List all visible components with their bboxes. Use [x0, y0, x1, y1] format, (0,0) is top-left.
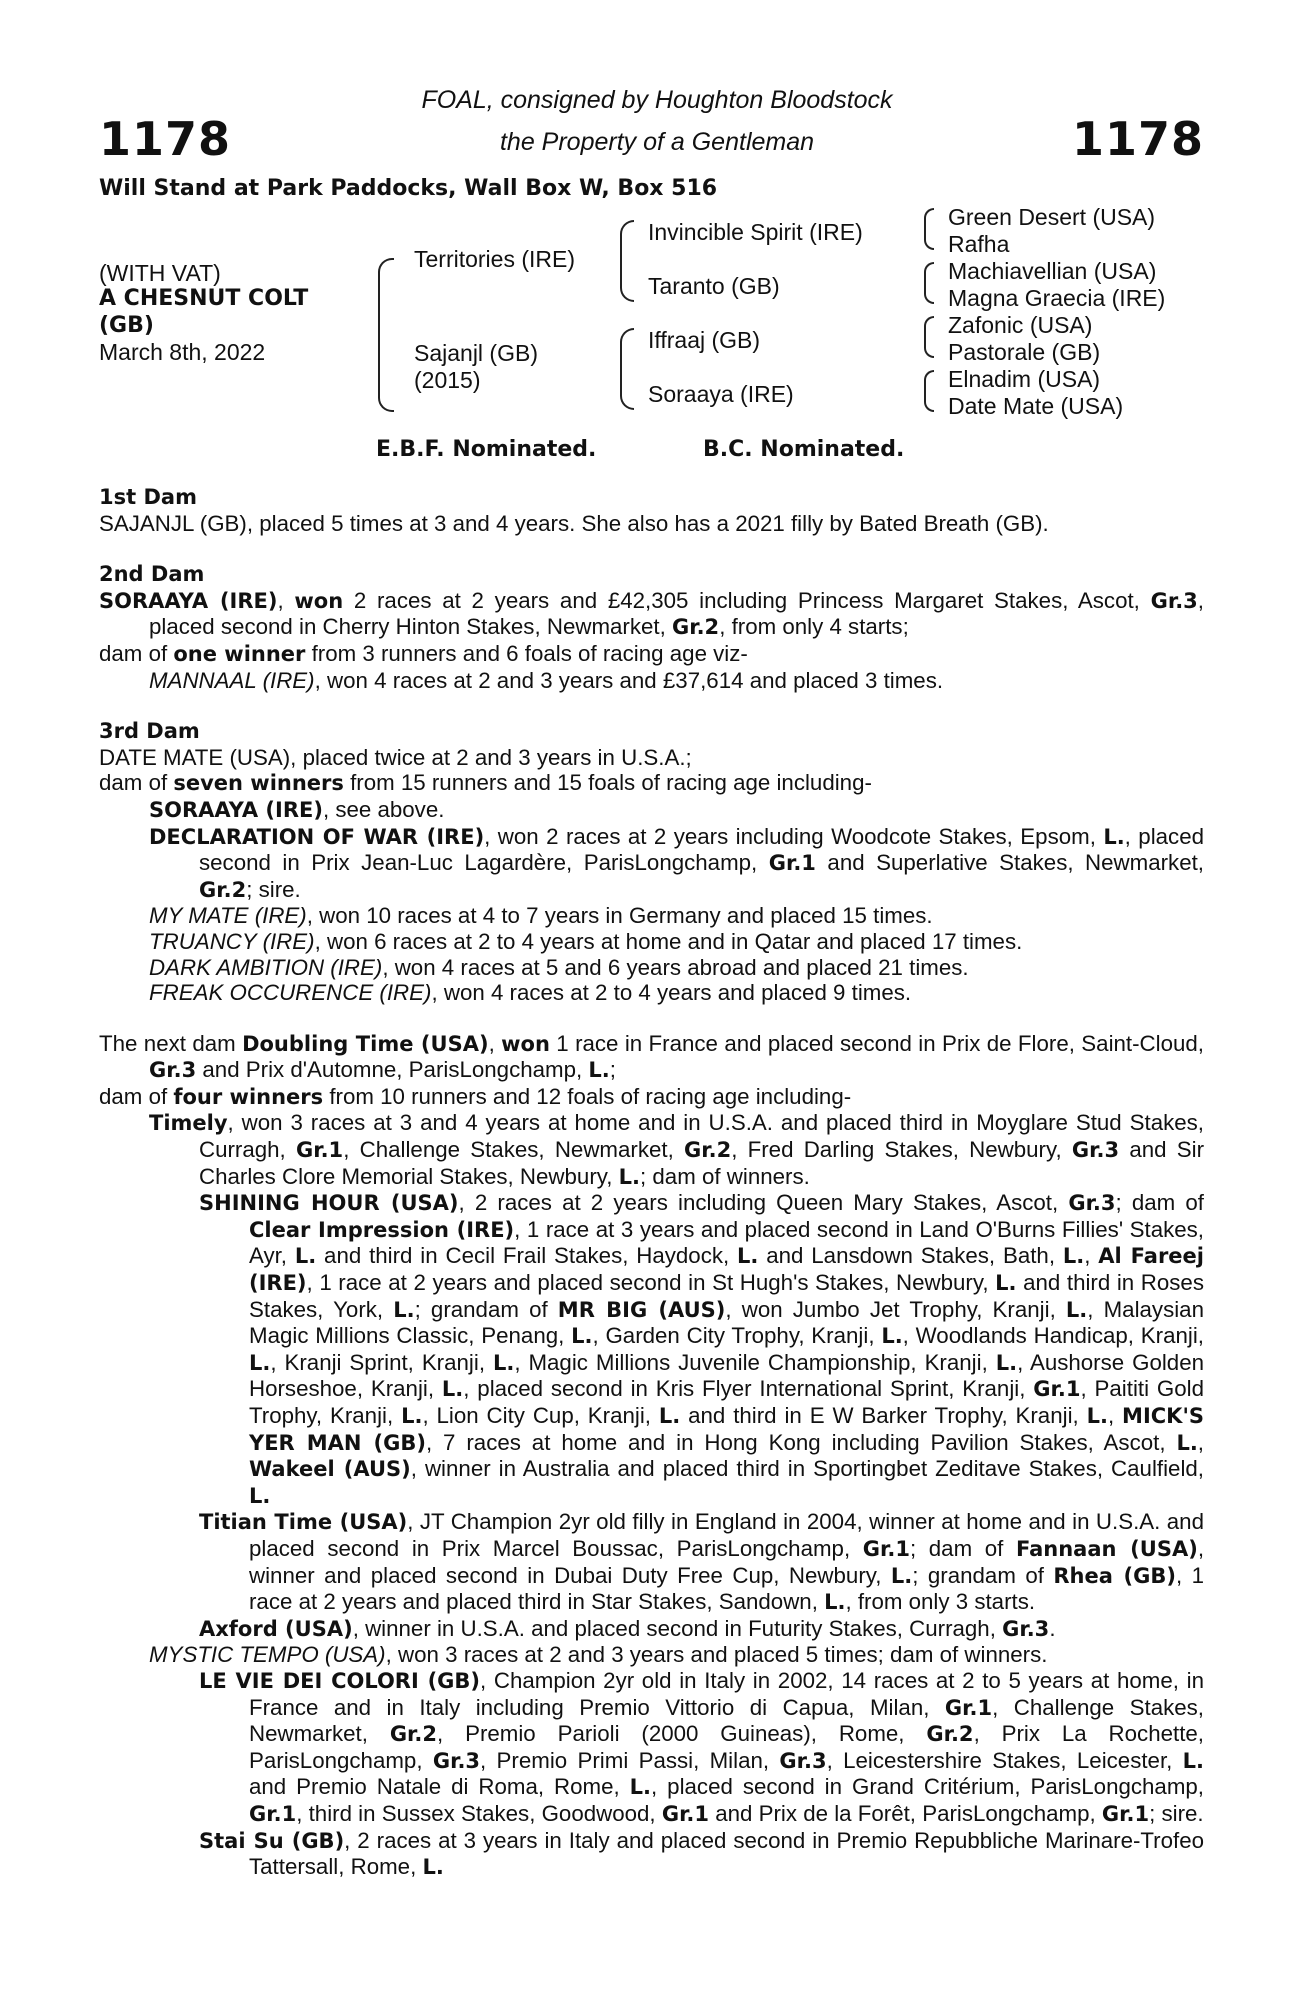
pedigree-brace-dam	[620, 328, 634, 410]
lot-number-right: 1178	[1071, 112, 1204, 166]
pedigree-brace-gen3-2	[924, 262, 934, 304]
pedigree-gen3-3: Machiavellian (USA)	[948, 258, 1157, 284]
horse-name-line-2: (GB)	[99, 313, 154, 338]
pedigree-sire-dam: Taranto (GB)	[648, 273, 780, 299]
third-dam-entry: DATE MATE (USA), placed twice at 2 and 3 years in U.S.A.;	[99, 744, 692, 770]
third-dam-produce-4: TRUANCY (IRE), won 6 races at 2 to 4 years at home and in Qatar and placed 17 times.	[149, 928, 1023, 954]
shining-hour-entry: SHINING HOUR (USA), 2 races at 2 years including Queen Mary Stakes, Ascot, Gr.3; dam of Clear Impression (IRE), 1 race at 3 years and placed second in Land O'Burns Fillies' Stakes, Ayr, L. and third in Cecil Frail Stakes, Haydock, L. and Lansdown Stakes, Bath, L., Al Fareej (IRE), 1 race at 2 years and placed second in St Hugh's Stakes, Newbury, L. and third in Roses Stakes, York, L.; grandam of MR BIG (AUS), won Jumbo Jet Trophy, Kranji, L., Malaysian Magic Millions Classic, Penang, L., Garden City Trophy, Kranji, L., Woodlands Handicap, Kranji, L., Kranji Sprint, Kranji, L., Magic Millions Juvenile Championship, Kranji, L., Aushorse Golden Horseshoe, Kranji, L., placed second in Kris Flyer International Sprint, Kranji, Gr.1, Paititi Gold Trophy, Kranji, L., Lion City Cup, Kranji, L. and third in E W Barker Trophy, Kranji, L., MICK'S YER MAN (GB), 7 races at home and in Hong Kong including Pavilion Stakes, Ascot, L., Wakeel (AUS), winner in Australia and placed third in Sportingbet Zeditave Stakes, Caulfield, L.	[199, 1190, 1204, 1508]
pedigree-gen3-4: Magna Graecia (IRE)	[948, 285, 1166, 311]
stand-location: Will Stand at Park Paddocks, Wall Box W, Box 516	[99, 176, 718, 201]
second-dam-produce-1: MANNAAL (IRE), won 4 races at 2 and 3 years and £37,614 and placed 3 times.	[149, 667, 944, 693]
second-dam-entry: SORAAYA (IRE), won 2 races at 2 years and £42,305 including Princess Margaret Stakes, Ascot, Gr.3, placed second in Cherry Hinton Stakes, Newmarket, Gr.2, from only 4 starts;	[99, 587, 1204, 640]
pedigree-brace-gen1	[378, 258, 394, 412]
lot-number-left: 1178	[99, 112, 232, 166]
third-dam-produce-2: DECLARATION OF WAR (IRE), won 2 races at 2 years including Woodcote Stakes, Epsom, L., placed second in Prix Jean-Luc Lagardère, ParisLongchamp, Gr.1 and Superlative Stakes, Newmarket, Gr.2; sire.	[149, 823, 1204, 902]
pedigree-dam-dam: Soraaya (IRE)	[648, 381, 794, 407]
pedigree-sire-sire: Invincible Spirit (IRE)	[648, 219, 863, 245]
titian-time-entry: Titian Time (USA), JT Champion 2yr old filly in England in 2004, winner at home and in U.S.A. and placed second in Prix Marcel Boussac, ParisLongchamp, Gr.1; dam of Fannaan (USA), winner and placed second in Dubai Duty Free Cup, Newbury, L.; grandam of Rhea (GB), 1 race at 2 years and placed third in Star Stakes, Sandown, L., from only 3 starts.	[199, 1509, 1205, 1615]
pedigree-gen3-7: Elnadim (USA)	[948, 366, 1101, 392]
pedigree-brace-gen3-3	[924, 316, 934, 358]
pedigree-gen3-2: Rafha	[948, 231, 1010, 257]
pedigree-brace-gen3-1	[924, 208, 934, 250]
consignment-line-1: FOAL, consigned by Houghton Bloodstock	[421, 86, 893, 114]
section-title-1st-dam: 1st Dam	[99, 485, 197, 509]
pedigree-dam-year: (2015)	[414, 367, 481, 393]
pedigree-gen3-8: Date Mate (USA)	[948, 393, 1124, 419]
pedigree-dam-sire: Iffraaj (GB)	[648, 327, 761, 353]
bc-nomination: B.C. Nominated.	[703, 437, 905, 462]
le-vie-dei-colori-entry: LE VIE DEI COLORI (GB), Champion 2yr old in Italy in 2002, 14 races at 2 to 5 years at home, in France and in Italy including Premio Vittorio di Capua, Milan, Gr.1, Challenge Stakes, Newmarket, Gr.2, Premio Parioli (2000 Guineas), Rome, Gr.2, Prix La Rochette, ParisLongchamp, Gr.3, Premio Primi Passi, Milan, Gr.3, Leicestershire Stakes, Leicester, L. and Premio Natale di Roma, Rome, L., placed second in Grand Critérium, ParisLongchamp, Gr.1, third in Sussex Stakes, Goodwood, Gr.1 and Prix de la Forêt, ParisLongchamp, Gr.1; sire.	[199, 1667, 1205, 1826]
pedigree-sire: Territories (IRE)	[414, 246, 576, 272]
produce-record	[99, 484, 1204, 1881]
pedigree-brace-gen3-4	[924, 370, 934, 412]
second-dam-summary: dam of one winner from 3 runners and 6 foals of racing age viz-	[99, 640, 748, 666]
next-dam-entry: The next dam Doubling Time (USA), won 1 race in France and placed second in Prix de Flore, Saint-Cloud, Gr.3 and Prix d'Automne, ParisLongchamp, L.;	[99, 1030, 1205, 1083]
third-dam-produce-1: SORAAYA (IRE), see above.	[149, 796, 445, 822]
third-dam-produce-6: FREAK OCCURENCE (IRE), won 4 races at 2 to 4 years and placed 9 times.	[149, 980, 912, 1006]
vat-note: (WITH VAT)	[99, 260, 221, 286]
next-dam-summary: dam of four winners from 10 runners and 12 foals of racing age including-	[99, 1083, 852, 1109]
pedigree-gen3-1: Green Desert (USA)	[948, 204, 1156, 230]
third-dam-produce-5: DARK AMBITION (IRE), won 4 races at 5 and 6 years abroad and placed 21 times.	[149, 954, 969, 980]
stai-su-entry: Stai Su (GB), 2 races at 3 years in Italy and placed second in Premio Repubbliche Marinare-Trofeo Tattersall, Rome, L.	[199, 1827, 1205, 1880]
pedigree-gen3-6: Pastorale (GB)	[948, 339, 1101, 365]
next-dam-produce-timely: Timely, won 3 races at 3 and 4 years at home and in U.S.A. and placed third in Moyglare Stud Stakes, Curragh, Gr.1, Challenge Stakes, Newmarket, Gr.2, Fred Darling Stakes, Newbury, Gr.3 and Sir Charles Clore Memorial Stakes, Newbury, L.; dam of winners.	[149, 1110, 1204, 1189]
first-dam-text: SAJANJL (GB), placed 5 times at 3 and 4 years. She also has a 2021 filly by Bated Breath (GB).	[99, 510, 1049, 536]
consignment-line-2: the Property of a Gentleman	[499, 128, 815, 156]
foaling-date: March 8th, 2022	[99, 339, 266, 365]
axford-entry: Axford (USA), winner in U.S.A. and placed second in Futurity Stakes, Curragh, Gr.3.	[199, 1615, 1056, 1641]
pedigree-dam: Sajanjl (GB)	[414, 340, 538, 366]
mystic-tempo-entry: MYSTIC TEMPO (USA), won 3 races at 2 and 3 years and placed 5 times; dam of winners.	[149, 1642, 1048, 1668]
section-title-2nd-dam: 2nd Dam	[99, 562, 205, 587]
section-title-3rd-dam: 3rd Dam	[99, 719, 200, 744]
ebf-nomination: E.B.F. Nominated.	[376, 437, 597, 462]
horse-name-line-1: A CHESNUT COLT	[99, 286, 309, 311]
third-dam-produce-3: MY MATE (IRE), won 10 races at 4 to 7 years in Germany and placed 15 times.	[149, 903, 933, 929]
pedigree-gen3-5: Zafonic (USA)	[948, 312, 1093, 338]
third-dam-summary: dam of seven winners from 15 runners and 15 foals of racing age including-	[99, 770, 872, 796]
pedigree-brace-sire	[620, 220, 634, 302]
